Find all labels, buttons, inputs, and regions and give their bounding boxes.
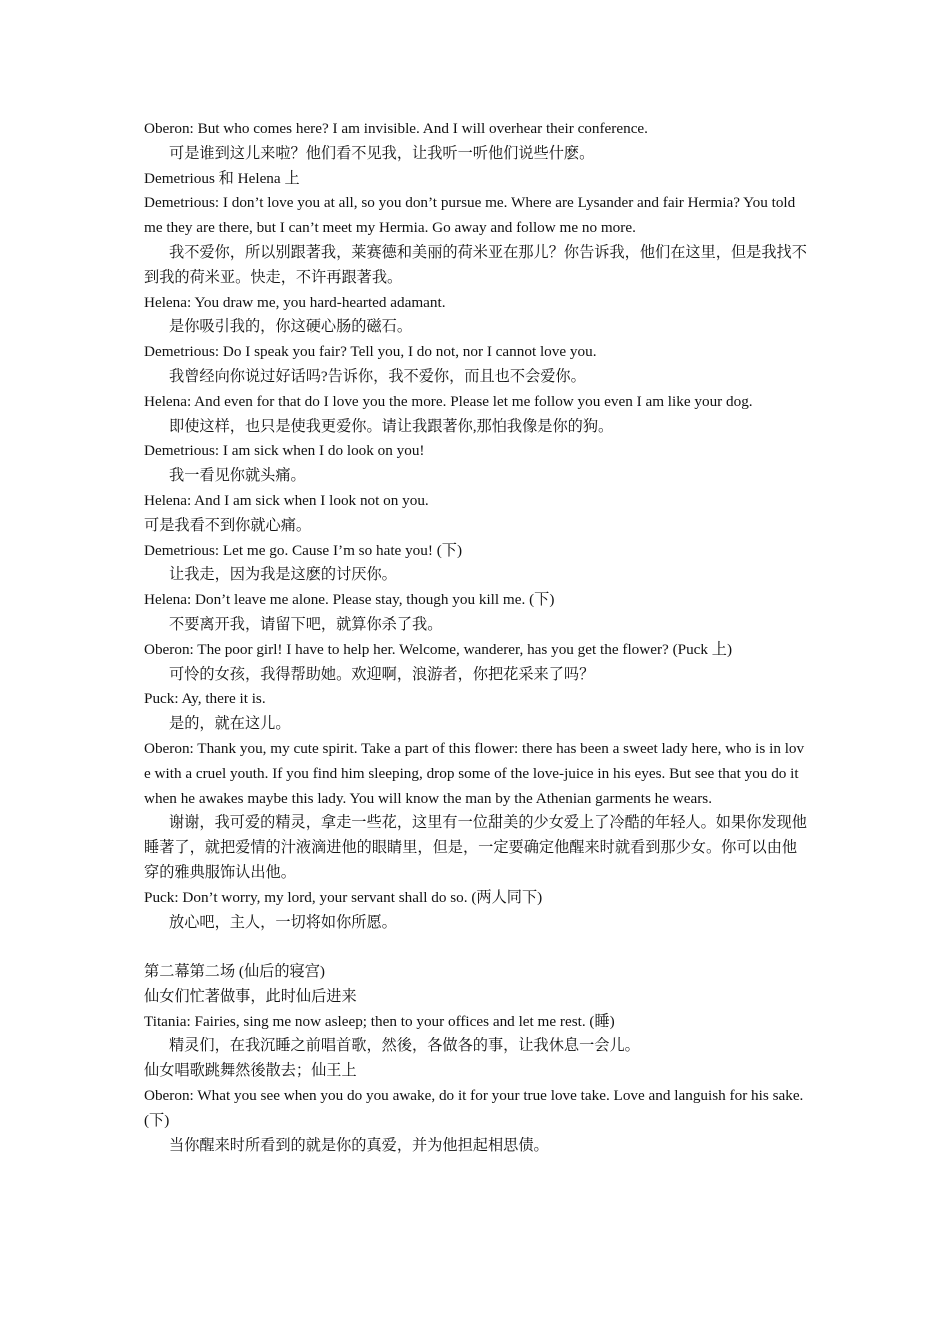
line-helena-1-translation: 是你吸引我的，你这硬心肠的磁石。 [169, 318, 412, 336]
stage-direction-enter: Demetrious 和 Helena 上 [144, 169, 300, 187]
scene-heading: 第二幕第二场 (仙后的寝宫) [144, 963, 325, 981]
line-demetrious-2-translation: 我曾经向你说过好话吗?告诉你，我不爱你，而且也不会爱你。 [169, 367, 586, 385]
line-demetrious-1: Demetrious: I don’t love you at all, so you don’t pursue me. Where are Lysander and fair Hermia? You told me they are there, but I can’t meet my Hermia. Go away and follow me no more. [144, 194, 796, 237]
line-helena-4-translation: 不要离开我，请留下吧，就算你杀了我。 [169, 615, 443, 633]
line-oberon-3: Oberon: Thank you, my cute spirit. Take a part of this flower: there has been a sweet lady here, who is in love with a cruel youth. If you find him sleeping, drop some of the love-juice in his eyes. But see that you do it when he awakes maybe this lady. You will know the man by the Athenian garments he wears. [144, 739, 805, 807]
line-demetrious-2: Demetrious: Do I speak you fair? Tell you, I do not, nor I cannot love you. [144, 343, 597, 361]
line-demetrious-1-translation: 我不爱你，所以别跟著我，莱赛德和美丽的荷米亚在那儿？你告诉我，他们在这里，但是我找不到我的荷米亚。快走，不许再跟著我。 [144, 243, 807, 286]
line-demetrious-3-translation: 我一看见你就头痛。 [169, 467, 306, 485]
line-oberon-2: Oberon: The poor girl! I have to help her. Welcome, wanderer, has you get the flower? (Puck 上) [144, 640, 733, 658]
line-puck-1-translation: 是的，就在这儿。 [169, 715, 291, 733]
line-helena-3: Helena: And I am sick when I look not on you. [144, 491, 429, 509]
line-oberon-1-translation: 可是谁到这儿来啦？他们看不见我，让我听一听他们说些什麽。 [169, 144, 595, 162]
line-oberon-3-translation: 谢谢，我可爱的精灵，拿走一些花，这里有一位甜美的少女爱上了冷酷的年轻人。如果你发现他睡著了，就把爱情的汁液滴进他的眼睛里，但是，一定要确定他醒来时就看到那少女。你可以由他穿的雅典服饰认出他。 [144, 814, 807, 881]
line-puck-2: Puck: Don’t worry, my lord, your servant shall do so. (两人同下) [144, 888, 543, 906]
line-puck-2-translation: 放心吧，主人，一切将如你所愿。 [169, 913, 397, 931]
line-demetrious-4: Demetrious: Let me go. Cause I’m so hate you! (下) [144, 541, 463, 559]
line-helena-2-translation: 即使这样，也只是使我更爱你。请让我跟著你,那怕我像是你的狗。 [169, 417, 614, 435]
line-helena-1: Helena: You draw me, you hard-hearted adamant. [144, 293, 446, 311]
line-oberon-1: Oberon: But who comes here? I am invisible. And I will overhear their conference. [144, 120, 648, 137]
line-oberon-4: Oberon: What you see when you do you awake, do it for your true love take. Love and languish for his sake. (下) [144, 1087, 804, 1129]
line-demetrious-3: Demetrious: I am sick when I do look on you! [144, 442, 425, 460]
line-helena-2: Helena: And even for that do I love you the more. Please let me follow you even I am like your dog. [144, 392, 753, 410]
blank-line [144, 935, 810, 960]
line-titania-1-translation: 精灵们，在我沉睡之前唱首歌，然後，各做各的事，让我休息一会儿。 [169, 1037, 640, 1055]
line-oberon-2-translation: 可怜的女孩，我得帮助她。欢迎啊，浪游者，你把花采来了吗？ [169, 665, 595, 683]
line-oberon-4-translation: 当你醒来时所看到的就是你的真爱，并为他担起相思债。 [169, 1136, 549, 1154]
line-helena-4: Helena: Don’t leave me alone. Please stay, though you kill me. (下) [144, 591, 555, 609]
line-titania-1: Titania: Fairies, sing me now asleep; then to your offices and let me rest. (睡) [144, 1012, 615, 1030]
line-helena-3-translation: 可是我看不到你就心痛。 [144, 516, 312, 534]
line-puck-1: Puck: Ay, there it is. [144, 690, 266, 708]
stage-direction-oberon-enter: 仙女唱歌跳舞然後散去；仙王上 [144, 1062, 357, 1080]
document-page [144, 117, 810, 1158]
stage-direction-fairies: 仙女们忙著做事，此时仙后进来 [144, 987, 357, 1005]
line-demetrious-4-translation: 让我走，因为我是这麽的讨厌你。 [169, 566, 397, 584]
